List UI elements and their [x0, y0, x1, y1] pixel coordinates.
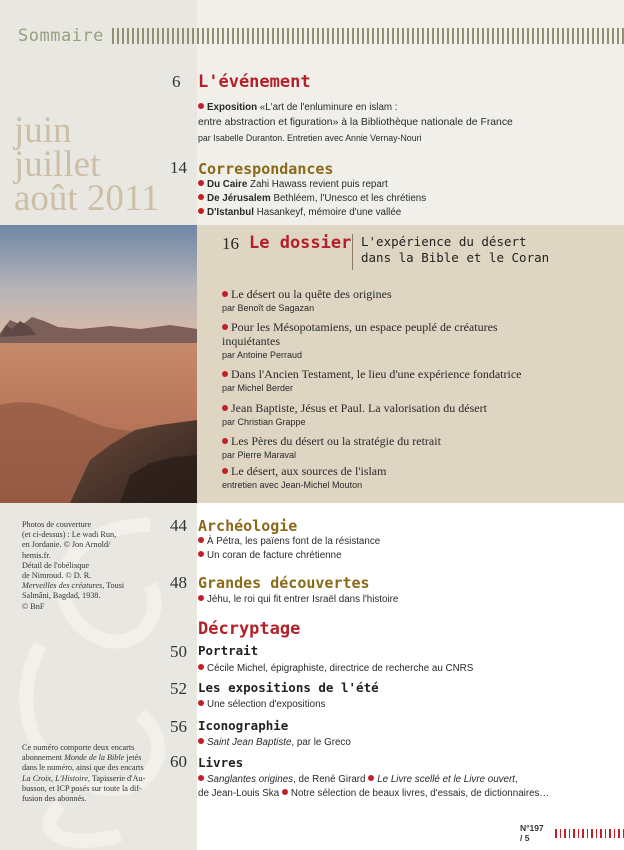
dossier-subtitle — [361, 234, 549, 266]
article-title-text: Les Pères du désert ou la stratégie du retrait — [231, 434, 441, 448]
desert-photo — [0, 225, 197, 503]
icono-entry[interactable] — [198, 737, 351, 750]
dossier-title[interactable]: Le dossier — [249, 233, 352, 253]
archeologie-title[interactable]: Archéologie — [198, 517, 298, 535]
icono-title[interactable]: Iconographie — [198, 718, 289, 733]
entry-text: Jéhu, le roi qui fit entrer Israël dans l'histoire — [207, 594, 399, 605]
photo-caption — [22, 520, 177, 612]
dossier-article-byline: par Antoine Perraud — [222, 350, 303, 360]
page-footer — [520, 823, 624, 843]
entry-lead: Du Caire — [207, 179, 248, 190]
entry-text: , — [515, 774, 518, 785]
date-line: août 2011 — [14, 178, 160, 219]
note-text: abonnement — [22, 753, 65, 763]
caption-text: , Tousi — [102, 581, 125, 591]
evenement-byline: par Isabelle Duranton. Entretien avec Annie Vernay-Nouri — [198, 133, 422, 143]
entry-lead: Exposition — [207, 102, 258, 113]
dossier-separator — [352, 234, 353, 270]
grandes-entry[interactable] — [198, 594, 398, 607]
bullet-icon — [222, 371, 228, 377]
entry-italic: Sanglantes origines — [207, 774, 294, 785]
bullet-icon — [198, 194, 204, 200]
caption-line: hemis.fr. — [22, 550, 51, 560]
entry-text: Zahi Hawass revient puis repart — [247, 179, 388, 190]
entry-italic: Le Livre scellé et le Livre ouvert — [377, 774, 515, 785]
entry-text: , par le Greco — [291, 737, 351, 748]
correspondances-entry[interactable] — [198, 207, 401, 220]
caption-line: Détail de l'obélisque — [22, 560, 89, 570]
evenement-page-number: 6 — [172, 72, 181, 91]
grandes-title[interactable]: Grandes découvertes — [198, 574, 370, 592]
footer-dashes — [555, 829, 624, 838]
bullet-icon — [198, 180, 204, 186]
date-line: juillet — [14, 144, 101, 185]
evenement-entry-line: entre abstraction et figuration» à la Bibliothèque nationale de France — [198, 117, 513, 128]
article-title-text: Dans l'Ancien Testament, le lieu d'une expérience fondatrice — [231, 367, 522, 381]
entry-text: À Pétra, les païens font de la résistance — [207, 536, 381, 547]
entry-text: Une sélection d'expositions — [207, 699, 326, 710]
bullet-icon — [222, 438, 228, 444]
dossier-page-number: 16 — [222, 234, 239, 253]
caption-line: Salmâni, Bagdad, 1938. — [22, 591, 101, 601]
livres-page-number: 60 — [170, 752, 187, 771]
bullet-icon — [222, 468, 228, 474]
bullet-icon — [198, 664, 204, 670]
bullet-icon — [198, 208, 204, 214]
bullet-icon — [198, 738, 204, 744]
caption-line: (et ci-dessus) : Le wadi Run, — [22, 530, 117, 540]
portrait-entry[interactable] — [198, 663, 473, 676]
dossier-article-title[interactable] — [222, 367, 521, 381]
bullet-icon — [198, 775, 204, 781]
correspondances-title[interactable]: Correspondances — [198, 160, 334, 178]
bullet-icon — [368, 775, 374, 781]
note-line: fusion des abonnés. — [22, 794, 87, 804]
archeologie-entry[interactable] — [198, 550, 342, 563]
note-text: jetés — [124, 753, 142, 763]
evenement-entry-line[interactable] — [198, 102, 398, 115]
dossier-article-title[interactable] — [222, 287, 392, 301]
dossier-article-byline: par Benoît de Sagazan — [222, 303, 315, 313]
expos-title[interactable]: Les expositions de l'été — [198, 680, 379, 695]
expos-entry[interactable] — [198, 699, 325, 712]
caption-italic: Merveilles des créatures — [22, 581, 103, 591]
dossier-article-title[interactable] — [222, 464, 386, 478]
caption-line: Photos de couverture — [22, 520, 92, 529]
note-italic: Monde de la Bible — [64, 753, 125, 763]
article-title-text: Le désert ou la quête des origines — [231, 287, 392, 301]
header-dashes — [112, 28, 624, 44]
entry-text: Cécile Michel, épigraphiste, directrice de recherche au CNRS — [207, 663, 474, 674]
entry-text: Bethléem, l'Unesco et les chrétiens — [270, 193, 427, 204]
expos-page-number: 52 — [170, 679, 187, 698]
dossier-article-title[interactable] — [222, 401, 487, 415]
note-line — [22, 774, 177, 784]
article-title-text: Pour les Mésopotamiens, un espace peuplé de créatures — [231, 320, 498, 334]
livres-entry[interactable] — [198, 774, 518, 787]
evenement-title[interactable]: L'événement — [198, 72, 311, 92]
header-title: Sommaire — [18, 26, 104, 46]
correspondances-entry[interactable] — [198, 193, 426, 206]
dossier-article-byline: par Michel Berder — [222, 383, 294, 393]
article-title-text: Le désert, aux sources de l'islam — [231, 464, 387, 478]
bullet-icon — [282, 789, 288, 795]
caption-line: © BnF — [22, 601, 45, 611]
date-line: juin — [14, 110, 72, 151]
dossier-subtitle-line: L'expérience du désert — [361, 234, 527, 249]
correspondances-entry[interactable] — [198, 179, 388, 192]
livres-title[interactable]: Livres — [198, 755, 244, 770]
bullet-icon — [198, 103, 204, 109]
entry-text: de Jean-Louis Ska — [198, 788, 282, 799]
issue-dates — [14, 110, 160, 219]
page-header — [18, 26, 624, 46]
note-line — [22, 753, 177, 763]
archeologie-page-number: 44 — [170, 516, 187, 535]
bullet-icon — [198, 700, 204, 706]
article-title-text: Jean Baptiste, Jésus et Paul. La valorisation du désert — [231, 401, 487, 415]
dossier-article-title[interactable] — [222, 434, 441, 448]
dossier-article-byline: par Pierre Maraval — [222, 450, 297, 460]
note-line: busson, et ICP posés sur toute la dif- — [22, 783, 142, 793]
note-line: dans le numéro, ainsi que des encarts — [22, 763, 144, 773]
dossier-article-byline: par Christian Grappe — [222, 417, 306, 427]
entry-italic: Saint Jean Baptiste — [207, 737, 292, 748]
entry-text: Notre sélection de beaux livres, d'essais, de dictionnaires… — [290, 788, 550, 799]
dossier-article-title[interactable] — [222, 320, 498, 334]
entry-lead: De Jérusalem — [207, 193, 271, 204]
entry-text: Un coran de facture chrétienne — [207, 550, 342, 561]
dossier-article-title-cont: inquiétantes — [222, 334, 280, 348]
note-italic: La Croix — [22, 773, 52, 783]
entry-text: , de René Girard — [293, 774, 369, 785]
entry-text: «L'art de l'enluminure en islam : — [257, 102, 398, 113]
portrait-page-number: 50 — [170, 642, 187, 661]
note-text: , — [51, 773, 56, 783]
caption-line: de Nimroud. © D. R. — [22, 571, 92, 581]
caption-line: en Jordanie. © Jon Arnold/ — [22, 540, 111, 550]
bullet-icon — [198, 595, 204, 601]
dossier-article-byline: entretien avec Jean-Michel Mouton — [222, 480, 363, 490]
bullet-icon — [222, 291, 228, 297]
decryptage-title[interactable]: Décryptage — [198, 619, 301, 639]
note-text: , Tapisserie d'Au- — [87, 773, 146, 783]
inserts-note — [22, 743, 177, 804]
note-italic: L'Histoire — [55, 773, 88, 783]
dossier-background — [197, 225, 624, 503]
entry-lead: D'Istanbul — [207, 207, 254, 218]
dossier-subtitle-line: dans la Bible et le Coran — [361, 250, 550, 265]
caption-line — [22, 581, 177, 591]
bullet-icon — [222, 405, 228, 411]
note-line: Ce numéro comporte deux encarts — [22, 743, 135, 752]
archeologie-entry[interactable] — [198, 536, 380, 549]
bullet-icon — [198, 537, 204, 543]
bullet-icon — [222, 324, 228, 330]
portrait-title[interactable]: Portrait — [198, 643, 259, 658]
icono-page-number: 56 — [170, 717, 187, 736]
bullet-icon — [198, 551, 204, 557]
footer-page-label: N°197 / 5 — [520, 823, 544, 843]
correspondances-page-number: 14 — [170, 158, 187, 177]
grandes-page-number: 48 — [170, 573, 187, 592]
livres-entry[interactable] — [198, 788, 549, 801]
entry-text: Hasankeyf, mémoire d'une vallée — [253, 207, 402, 218]
